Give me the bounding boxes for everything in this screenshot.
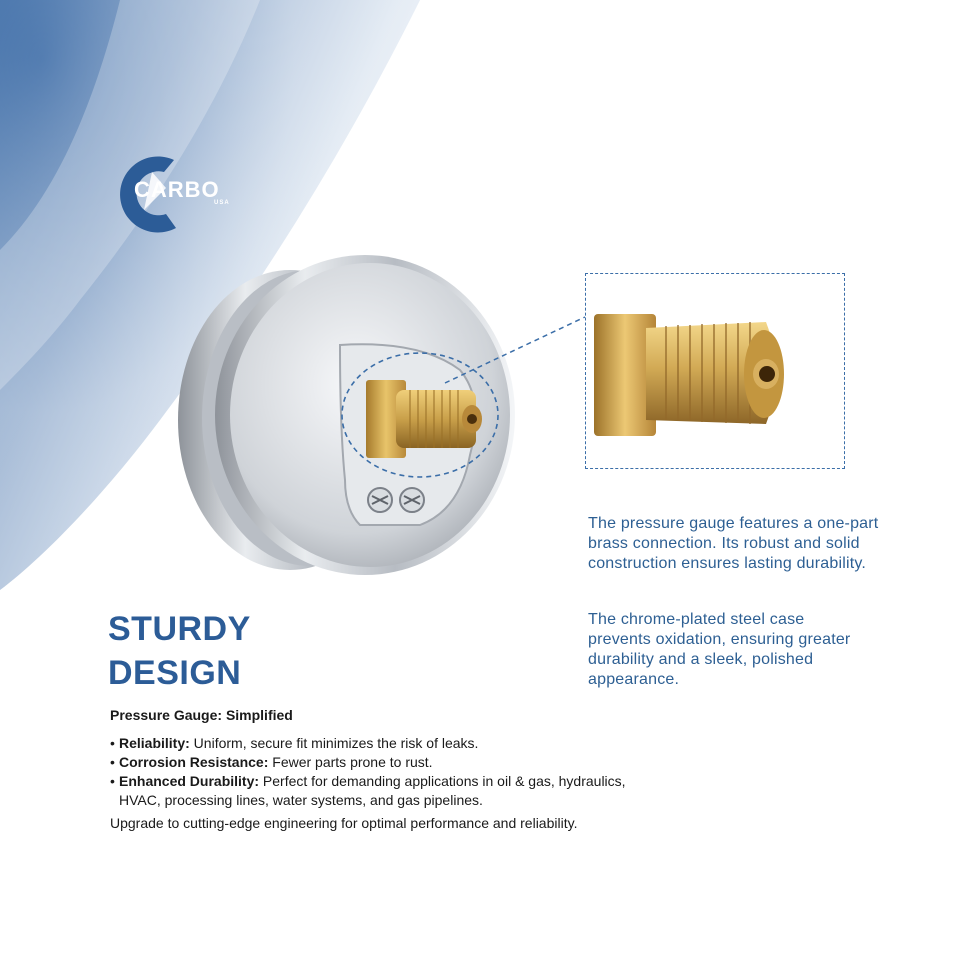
bullet-text: Uniform, secure fit minimizes the risk of leaks. (189, 735, 479, 751)
feature-details (110, 706, 630, 833)
page-title (108, 607, 251, 695)
pressure-gauge-image (160, 250, 540, 600)
bullet-label: Corrosion Resistance: (119, 754, 269, 770)
list-item (110, 734, 630, 753)
list-item (110, 753, 630, 772)
bullet-label: Enhanced Durability: (119, 773, 260, 789)
logo-subtext: USA (214, 200, 230, 206)
brass-connector-zoom-image (585, 273, 845, 469)
title-line-1: STURDY (108, 610, 251, 648)
logo-wordmark: CARBO (134, 177, 220, 202)
carbo-logo (104, 150, 254, 240)
chrome-case-description: The chrome-plated steel case prevents oxidation, ensuring greater durability and a sleek, polished appearance. (588, 611, 851, 688)
bullet-text: Perfect for demanding applications in oil & gas, hydraulics, HVAC, processing lines, water systems, and gas pipelines. (119, 773, 626, 808)
bullet-text: Fewer parts prone to rust. (268, 754, 433, 770)
list-item (110, 772, 630, 810)
feature-list (110, 734, 630, 810)
closing-statement: Upgrade to cutting-edge engineering for optimal performance and reliability. (110, 815, 578, 831)
title-line-2: DESIGN (108, 654, 242, 692)
details-subtitle: Pressure Gauge: Simplified (110, 707, 293, 723)
brass-connection-description: The pressure gauge features a one-part brass connection. Its robust and solid construction ensures lasting durability. (588, 515, 879, 572)
bullet-label: Reliability: (119, 735, 190, 751)
